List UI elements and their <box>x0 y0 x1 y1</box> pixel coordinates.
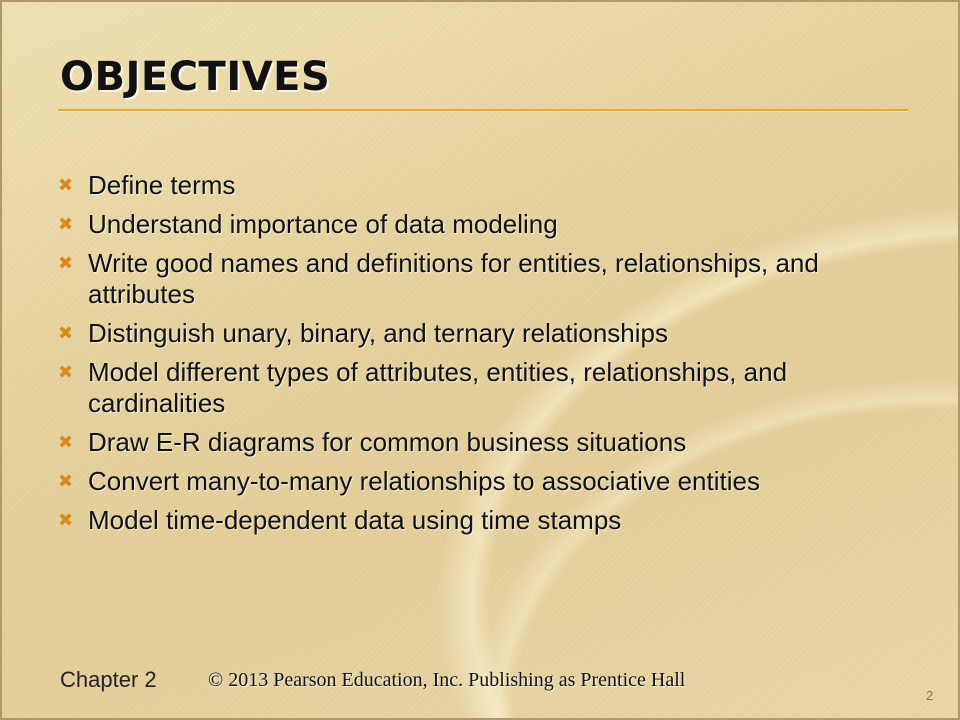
footer-chapter: Chapter 2 <box>60 667 157 692</box>
objective-item <box>56 209 906 240</box>
objective-text: Convert many-to-many relationships to associative entities <box>88 466 760 496</box>
x-bullet-icon: ✖ <box>58 432 74 452</box>
objective-item <box>56 505 906 536</box>
objective-text: Model different types of attributes, entities, relationships, and cardinalities <box>88 357 788 418</box>
x-bullet-icon: ✖ <box>58 253 74 273</box>
objective-item <box>56 466 906 497</box>
x-bullet-icon: ✖ <box>58 510 74 530</box>
slide-title: OBJECTIVES <box>60 54 331 100</box>
objectives-list <box>56 170 906 544</box>
objective-text: Write good names and definitions for entities, relationships, and attributes <box>88 248 819 309</box>
objective-text: Draw E-R diagrams for common business situations <box>88 427 687 457</box>
objective-item <box>56 427 906 458</box>
objective-text: Distinguish unary, binary, and ternary relationships <box>88 318 668 348</box>
objective-item <box>56 170 906 201</box>
footer-copyright: © 2013 Pearson Education, Inc. Publishing as Prentice Hall <box>208 669 686 691</box>
objective-text: Define terms <box>88 170 236 200</box>
x-bullet-icon: ✖ <box>58 175 74 195</box>
x-bullet-icon: ✖ <box>58 362 74 382</box>
x-bullet-icon: ✖ <box>58 323 74 343</box>
objective-item <box>56 248 906 310</box>
title-underline-highlight <box>58 111 908 112</box>
objective-item <box>56 357 906 419</box>
page-number: 2 <box>926 688 934 703</box>
x-bullet-icon: ✖ <box>58 471 74 491</box>
objective-text: Understand importance of data modeling <box>88 209 558 239</box>
objective-item <box>56 318 906 349</box>
objective-text: Model time-dependent data using time stamps <box>88 505 622 535</box>
x-bullet-icon: ✖ <box>58 214 74 234</box>
